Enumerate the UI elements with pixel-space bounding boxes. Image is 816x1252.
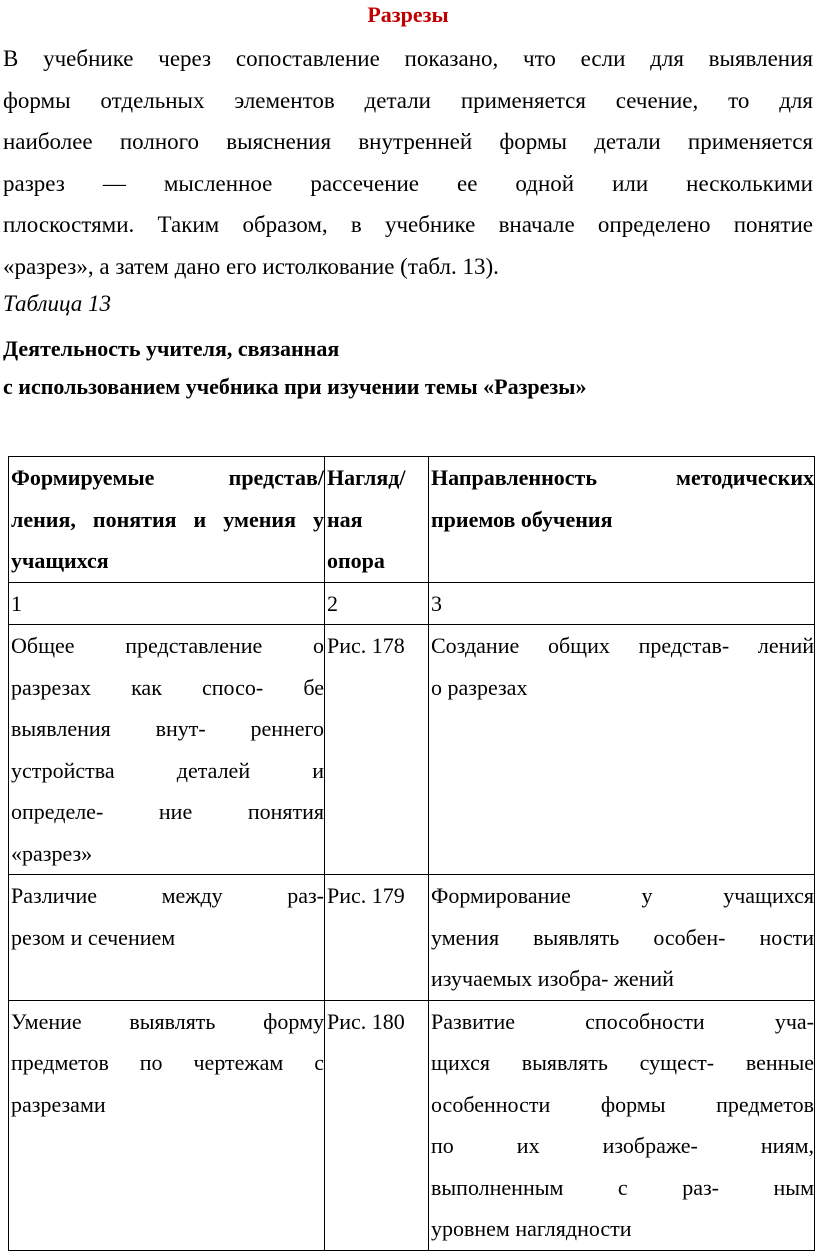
cell-concepts [9,875,325,1001]
cell-line: о разрезах [431,674,528,700]
cell-line: особенности формы предметов [431,1091,814,1117]
table-heading-line: с использованием учебника при изучении темы «Разрезы» [3,374,587,399]
cell-line: изучаемых изобра- жений [431,966,674,991]
table-number-row [9,582,815,625]
table-row [9,1000,815,1250]
table-row [9,875,815,1001]
paragraph-line: В учебнике через сопоставление показано, что если для выявления [3,46,813,71]
paragraph-line: плоскостями. Таким образом, в учебнике вначале определено понятие [3,212,813,237]
cell-line: Общее представление о [11,633,324,658]
table-header-row [9,457,815,583]
cell-line: определе- ние понятия [11,799,324,824]
paragraph-line: «разрез», а затем дано его истолкование (табл. 13). [3,253,499,279]
cell-line: по их изображе- ниям, [431,1133,814,1158]
cell-concepts [9,625,325,875]
header-line: учащихся [11,548,109,573]
cell-line: уровнем наглядности [431,1216,632,1241]
header-line: опора [327,548,385,573]
header-line: ления, понятия и умения у [11,506,324,532]
cell-methods [429,875,815,1001]
column-number: 2 [325,582,429,625]
cell-line: щихся выявлять сущест- венные [431,1050,814,1075]
intro-paragraph [3,38,813,287]
cell-concepts [9,1000,325,1250]
cell-line: Создание общих представ- лений [431,633,814,658]
table-heading [3,330,586,406]
header-line: Нагляд/ [327,465,406,490]
header-cell-concepts [9,457,325,583]
page-title: Разрезы [367,2,449,27]
paragraph-line: формы отдельных элементов детали применяется сечение, то для [3,87,813,113]
paragraph-line: разрез — мысленное рассечение ее одной или несколькими [3,170,813,196]
cell-methods [429,1000,815,1250]
cell-line: Различие между раз- [11,883,324,908]
table-caption: Таблица 13 [3,291,112,316]
cell-line: Умение выявлять форму [11,1008,324,1034]
cell-line: умения выявлять особен- ности [431,924,814,950]
column-number: 3 [429,582,815,625]
paragraph-line: наиболее полного выяснения внутренней формы детали применяется [3,129,813,154]
cell-visual-aid: Рис. 180 [325,1000,429,1250]
cell-line: «разрез» [11,840,93,866]
cell-line: предметов по чертежам с [11,1050,324,1075]
column-number: 1 [9,582,325,625]
cell-line: выявления внут- реннего [11,716,324,741]
header-line: приемов обучения [431,506,613,532]
cell-line: разрезами [11,1091,106,1117]
table-heading-line: Деятельность учителя, связанная [3,336,340,361]
cell-line: Формирование у учащихся [431,883,814,908]
cell-line: разрезах как спосо- бе [11,674,324,700]
header-line: Направленность методических [431,465,814,490]
header-line: Формируемые представ/ [11,465,324,490]
header-cell-methods [429,457,815,583]
cell-line: устройства деталей и [11,757,324,783]
header-cell-visual-aid [325,457,429,583]
cell-line: Развитие способности уча- [431,1008,814,1034]
cell-methods [429,625,815,875]
methods-table [8,456,815,1251]
cell-line: выполненным с раз- ным [431,1174,814,1200]
table-row [9,625,815,875]
cell-line: резом и сечением [11,924,176,950]
header-line: ная [327,506,363,532]
cell-visual-aid: Рис. 178 [325,625,429,875]
cell-visual-aid: Рис. 179 [325,875,429,1001]
